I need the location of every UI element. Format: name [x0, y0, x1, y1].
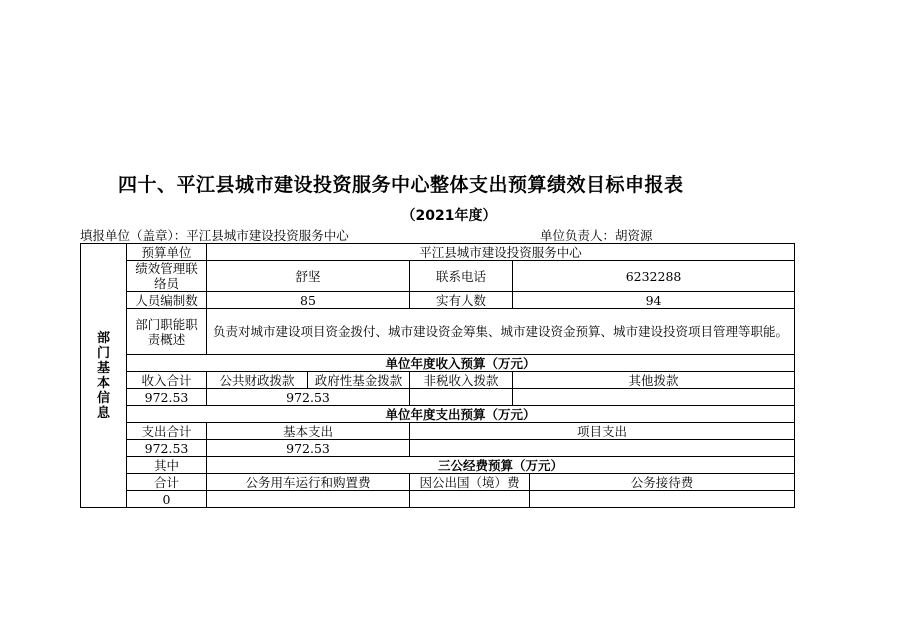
duty-value: 负责对城市建设项目资金拨付、城市建设资金筹集、城市建设资金预算、城市建设投资项目管理等职能。 — [207, 309, 795, 355]
expense-value: 972.53 — [207, 440, 410, 457]
table-row — [81, 474, 795, 491]
expense-header: 基本支出 — [207, 423, 410, 440]
income-value — [513, 389, 795, 406]
table-row — [81, 406, 795, 423]
three-public-header: 合计 — [127, 474, 207, 491]
table-row — [81, 309, 795, 355]
actual-label: 实有人数 — [410, 292, 513, 309]
table-row — [81, 423, 795, 440]
table-row — [81, 372, 795, 389]
actual-value: 94 — [513, 292, 795, 309]
of-which-label: 其中 — [127, 457, 207, 474]
table-row — [81, 292, 795, 309]
three-public-section-title: 三公经费预算（万元） — [207, 457, 795, 474]
table-row — [81, 491, 795, 508]
table-row — [81, 261, 795, 292]
duty-label: 部门职能职责概述 — [127, 309, 207, 355]
three-public-value — [410, 491, 530, 508]
contact-label: 绩效管理联络员 — [127, 261, 207, 292]
budget-unit-label: 预算单位 — [127, 244, 207, 261]
three-public-header: 公务接待费 — [530, 474, 795, 491]
three-public-value: 0 — [127, 491, 207, 508]
expense-header: 支出合计 — [127, 423, 207, 440]
table-row — [81, 244, 795, 261]
expense-value: 972.53 — [127, 440, 207, 457]
expense-section-title: 单位年度支出预算（万元） — [127, 406, 795, 423]
fiscal-year: （2021年度） — [401, 208, 497, 224]
phone-label: 联系电话 — [410, 261, 513, 292]
income-header: 收入合计 — [127, 372, 207, 389]
staff-label: 人员编制数 — [127, 292, 207, 309]
expense-header: 项目支出 — [410, 423, 795, 440]
table-row — [81, 440, 795, 457]
page-title: 四十、平江县城市建设投资服务中心整体支出预算绩效目标申报表 — [118, 174, 684, 196]
expense-value — [410, 440, 795, 457]
three-public-value — [530, 491, 795, 508]
income-value — [410, 389, 513, 406]
three-public-header: 因公出国（境）费 — [410, 474, 530, 491]
budget-table — [80, 243, 795, 508]
income-value: 972.53 — [207, 389, 410, 406]
phone-value: 6232288 — [513, 261, 795, 292]
three-public-header: 公务用车运行和购置费 — [207, 474, 410, 491]
income-header: 其他拨款 — [513, 372, 795, 389]
table-row — [81, 355, 795, 372]
unit-head: 单位负责人：胡资源 — [540, 228, 653, 243]
side-label: 部门基本信息 — [81, 244, 127, 508]
table-row — [81, 389, 795, 406]
three-public-value — [207, 491, 410, 508]
income-header: 政府性基金拨款 — [308, 372, 410, 389]
filling-unit: 填报单位（盖章）：平江县城市建设投资服务中心 — [80, 228, 349, 243]
income-value: 972.53 — [127, 389, 207, 406]
table-row — [81, 457, 795, 474]
contact-value: 舒坚 — [207, 261, 410, 292]
budget-unit-value: 平江县城市建设投资服务中心 — [207, 244, 795, 261]
income-header: 公共财政拨款 — [207, 372, 308, 389]
income-header: 非税收入拨款 — [410, 372, 513, 389]
income-section-title: 单位年度收入预算（万元） — [127, 355, 795, 372]
staff-value: 85 — [207, 292, 410, 309]
